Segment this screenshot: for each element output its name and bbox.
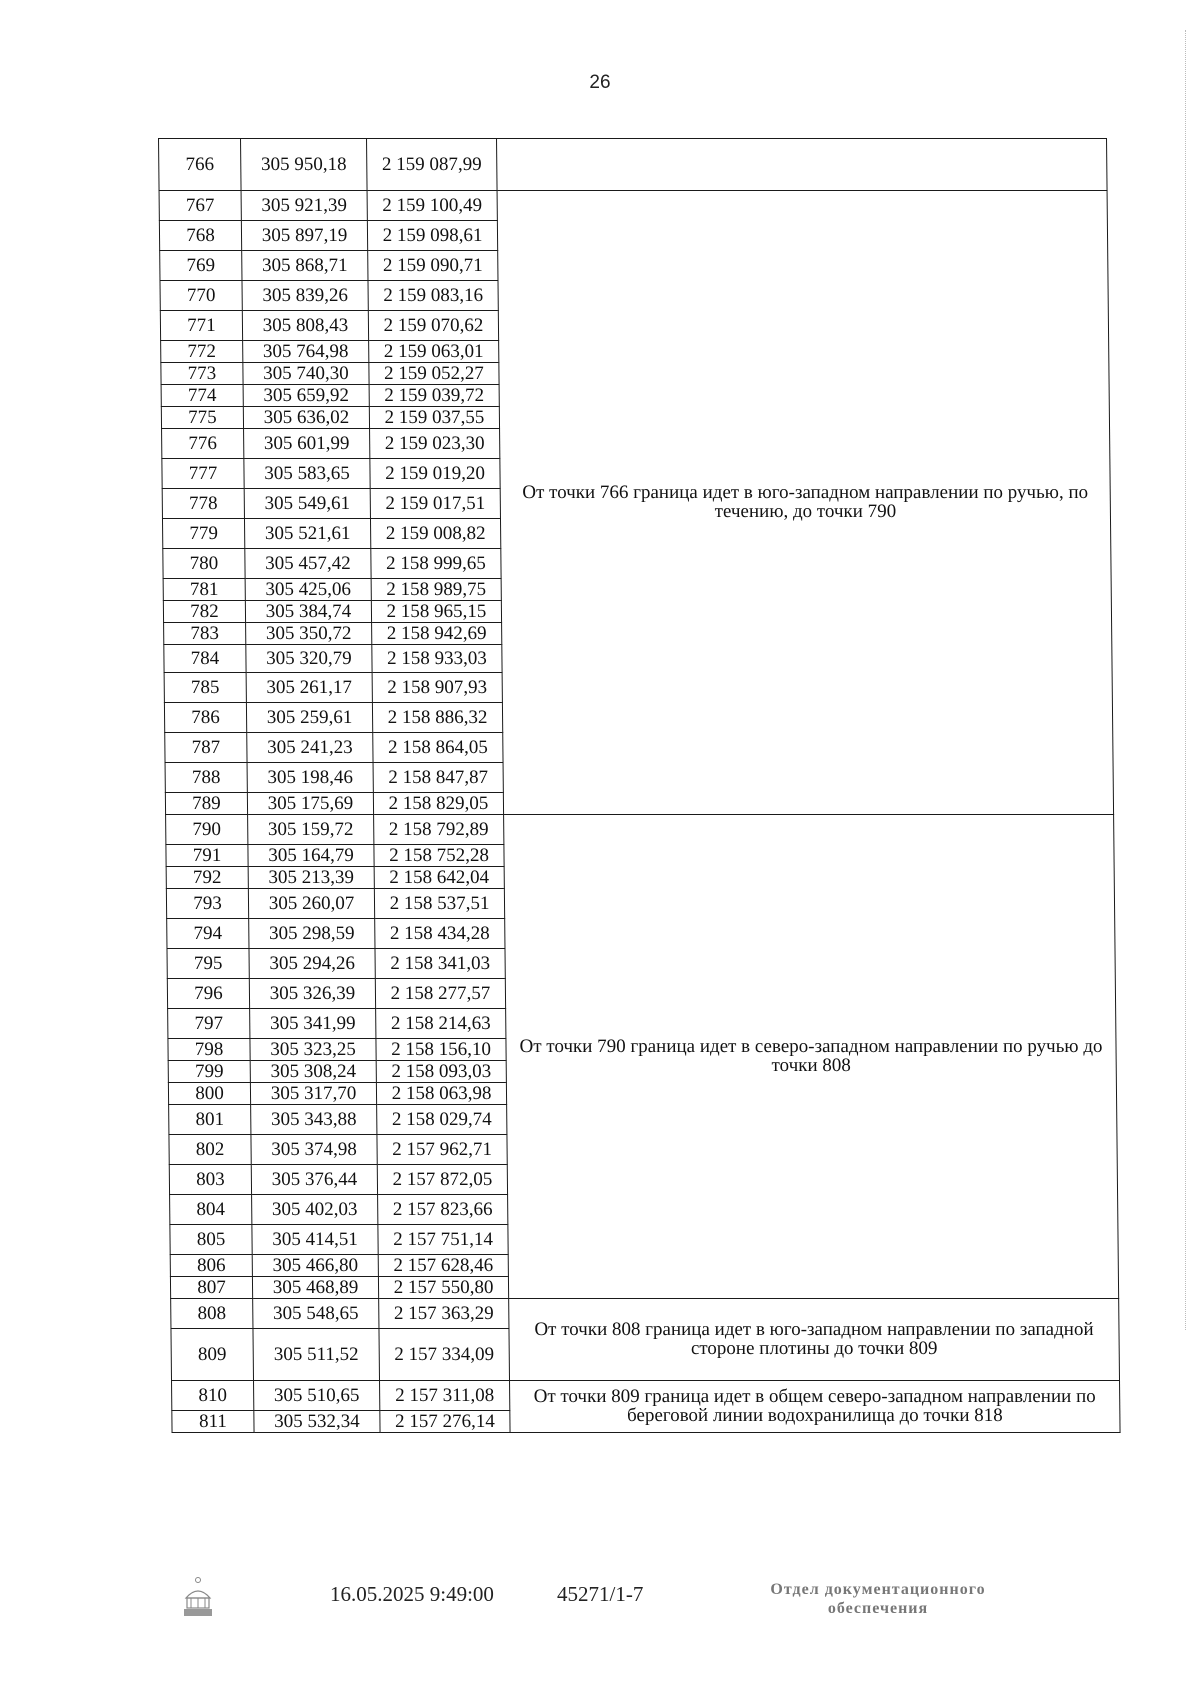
point-number: 785 xyxy=(164,672,246,702)
page-number: 26 xyxy=(589,72,611,93)
scan-edge-marks xyxy=(1185,30,1200,1330)
y-coordinate: 2 158 907,93 xyxy=(372,672,502,702)
table-row xyxy=(166,814,1114,844)
coordinates-table xyxy=(158,138,1121,1433)
x-coordinate: 305 868,71 xyxy=(242,250,368,280)
table-row xyxy=(172,1380,1120,1410)
x-coordinate: 305 376,44 xyxy=(251,1164,377,1194)
y-coordinate: 2 158 029,74 xyxy=(377,1104,507,1134)
point-number: 777 xyxy=(162,458,244,488)
y-coordinate: 2 159 008,82 xyxy=(370,518,500,548)
point-number: 771 xyxy=(160,310,242,340)
y-coordinate: 2 158 999,65 xyxy=(371,548,501,578)
y-coordinate: 2 159 090,71 xyxy=(368,250,498,280)
table-row xyxy=(171,1298,1119,1328)
y-coordinate: 2 159 087,99 xyxy=(367,138,498,190)
boundary-description: От точки 809 граница идет в общем северо-западном направлении по береговой линии водохранилища до точки 818 xyxy=(510,1380,1121,1432)
point-number: 797 xyxy=(168,1008,250,1038)
point-number: 803 xyxy=(169,1164,251,1194)
x-coordinate: 305 213,39 xyxy=(248,866,374,888)
point-number: 795 xyxy=(167,948,249,978)
point-number: 783 xyxy=(164,622,246,644)
y-coordinate: 2 158 093,03 xyxy=(376,1060,506,1082)
x-coordinate: 305 636,02 xyxy=(243,406,369,428)
point-number: 786 xyxy=(164,702,246,732)
x-coordinate: 305 298,59 xyxy=(249,918,375,948)
point-number: 794 xyxy=(167,918,249,948)
x-coordinate: 305 532,34 xyxy=(254,1410,380,1432)
x-coordinate: 305 317,70 xyxy=(250,1082,376,1104)
x-coordinate: 305 384,74 xyxy=(245,600,371,622)
x-coordinate: 305 164,79 xyxy=(248,844,374,866)
y-coordinate: 2 157 628,46 xyxy=(378,1254,508,1276)
y-coordinate: 2 157 550,80 xyxy=(378,1276,508,1298)
y-coordinate: 2 158 156,10 xyxy=(376,1038,506,1060)
x-coordinate: 305 510,65 xyxy=(254,1380,380,1410)
point-number: 805 xyxy=(170,1224,252,1254)
y-coordinate: 2 158 341,03 xyxy=(375,948,505,978)
x-coordinate: 305 425,06 xyxy=(245,578,371,600)
department-stamp xyxy=(728,1580,1028,1618)
x-coordinate: 305 261,17 xyxy=(246,672,372,702)
point-number: 784 xyxy=(164,644,246,672)
footer-datetime: 16.05.2025 9:49:00 xyxy=(330,1582,494,1606)
description-empty-cell xyxy=(497,138,1108,190)
point-number: 793 xyxy=(166,888,248,918)
x-coordinate: 305 326,39 xyxy=(249,978,375,1008)
x-coordinate: 305 341,99 xyxy=(250,1008,376,1038)
point-number: 780 xyxy=(163,548,245,578)
y-coordinate: 2 159 037,55 xyxy=(369,406,499,428)
point-number: 808 xyxy=(171,1298,253,1328)
point-number: 801 xyxy=(169,1104,251,1134)
y-coordinate: 2 159 039,72 xyxy=(369,384,499,406)
stamp-line-1: Отдел документационного xyxy=(770,1581,986,1598)
y-coordinate: 2 157 334,09 xyxy=(379,1328,510,1380)
table-row xyxy=(159,138,1108,190)
x-coordinate: 305 839,26 xyxy=(242,280,368,310)
boundary-description: От точки 790 граница идет в северо-западном направлении по ручью до точки 808 xyxy=(504,814,1119,1298)
footer-document-code: 45271/1-7 xyxy=(557,1582,644,1606)
x-coordinate: 305 159,72 xyxy=(248,814,374,844)
point-number: 775 xyxy=(161,406,243,428)
x-coordinate: 305 921,39 xyxy=(241,190,367,220)
point-number: 776 xyxy=(162,428,244,458)
x-coordinate: 305 175,69 xyxy=(247,792,373,814)
y-coordinate: 2 159 052,27 xyxy=(369,362,499,384)
y-coordinate: 2 157 962,71 xyxy=(377,1134,507,1164)
point-number: 782 xyxy=(163,600,245,622)
point-number: 779 xyxy=(162,518,244,548)
archive-logo-icon xyxy=(178,1576,218,1620)
y-coordinate: 2 158 847,87 xyxy=(373,762,503,792)
point-number: 802 xyxy=(169,1134,251,1164)
y-coordinate: 2 158 063,98 xyxy=(376,1082,506,1104)
boundary-description: От точки 808 граница идет в юго-западном направлении по западной стороне плотины до точки 809 xyxy=(509,1298,1120,1380)
point-number: 798 xyxy=(168,1038,250,1060)
y-coordinate: 2 159 098,61 xyxy=(367,220,497,250)
x-coordinate: 305 950,18 xyxy=(241,138,368,190)
y-coordinate: 2 159 083,16 xyxy=(368,280,498,310)
y-coordinate: 2 158 933,03 xyxy=(372,644,502,672)
point-number: 767 xyxy=(159,190,241,220)
table-row xyxy=(159,190,1107,220)
y-coordinate: 2 159 023,30 xyxy=(370,428,500,458)
point-number: 766 xyxy=(159,138,242,190)
point-number: 792 xyxy=(166,866,248,888)
x-coordinate: 305 374,98 xyxy=(251,1134,377,1164)
point-number: 787 xyxy=(165,732,247,762)
x-coordinate: 305 320,79 xyxy=(246,644,372,672)
y-coordinate: 2 157 872,05 xyxy=(377,1164,507,1194)
x-coordinate: 305 511,52 xyxy=(253,1328,380,1380)
point-number: 799 xyxy=(168,1060,250,1082)
y-coordinate: 2 158 752,28 xyxy=(374,844,504,866)
y-coordinate: 2 158 277,57 xyxy=(375,978,505,1008)
y-coordinate: 2 157 311,08 xyxy=(380,1380,510,1410)
x-coordinate: 305 343,88 xyxy=(251,1104,377,1134)
y-coordinate: 2 158 886,32 xyxy=(372,702,502,732)
x-coordinate: 305 740,30 xyxy=(243,362,369,384)
point-number: 811 xyxy=(172,1410,254,1432)
y-coordinate: 2 159 100,49 xyxy=(367,190,497,220)
x-coordinate: 305 897,19 xyxy=(241,220,367,250)
y-coordinate: 2 158 214,63 xyxy=(376,1008,506,1038)
y-coordinate: 2 158 989,75 xyxy=(371,578,501,600)
point-number: 790 xyxy=(166,814,248,844)
y-coordinate: 2 159 019,20 xyxy=(370,458,500,488)
y-coordinate: 2 157 276,14 xyxy=(380,1410,510,1432)
x-coordinate: 305 457,42 xyxy=(245,548,371,578)
y-coordinate: 2 158 537,51 xyxy=(374,888,504,918)
x-coordinate: 305 764,98 xyxy=(243,340,369,362)
y-coordinate: 2 159 017,51 xyxy=(370,488,500,518)
x-coordinate: 305 548,65 xyxy=(253,1298,379,1328)
point-number: 809 xyxy=(171,1328,254,1380)
y-coordinate: 2 158 792,89 xyxy=(374,814,504,844)
point-number: 788 xyxy=(165,762,247,792)
y-coordinate: 2 157 823,66 xyxy=(378,1194,508,1224)
point-number: 770 xyxy=(160,280,242,310)
y-coordinate: 2 159 063,01 xyxy=(369,340,499,362)
x-coordinate: 305 468,89 xyxy=(252,1276,378,1298)
x-coordinate: 305 350,72 xyxy=(246,622,372,644)
point-number: 768 xyxy=(159,220,241,250)
boundary-description: От точки 766 граница идет в юго-западном направлении по ручью, по течению, до точки 790 xyxy=(497,190,1114,814)
point-number: 807 xyxy=(170,1276,252,1298)
x-coordinate: 305 198,46 xyxy=(247,762,373,792)
stamp-line-2: обеспечения xyxy=(827,1600,929,1617)
point-number: 769 xyxy=(160,250,242,280)
x-coordinate: 305 521,61 xyxy=(244,518,370,548)
point-number: 800 xyxy=(168,1082,250,1104)
y-coordinate: 2 158 864,05 xyxy=(373,732,503,762)
x-coordinate: 305 659,92 xyxy=(243,384,369,406)
y-coordinate: 2 158 942,69 xyxy=(372,622,502,644)
point-number: 778 xyxy=(162,488,244,518)
y-coordinate: 2 157 751,14 xyxy=(378,1224,508,1254)
x-coordinate: 305 583,65 xyxy=(244,458,370,488)
y-coordinate: 2 157 363,29 xyxy=(379,1298,509,1328)
point-number: 774 xyxy=(161,384,243,406)
x-coordinate: 305 808,43 xyxy=(242,310,368,340)
x-coordinate: 305 414,51 xyxy=(252,1224,378,1254)
point-number: 810 xyxy=(172,1380,254,1410)
y-coordinate: 2 158 642,04 xyxy=(374,866,504,888)
x-coordinate: 305 241,23 xyxy=(247,732,373,762)
point-number: 789 xyxy=(165,792,247,814)
point-number: 773 xyxy=(161,362,243,384)
y-coordinate: 2 158 829,05 xyxy=(373,792,503,814)
x-coordinate: 305 402,03 xyxy=(252,1194,378,1224)
x-coordinate: 305 260,07 xyxy=(248,888,374,918)
point-number: 781 xyxy=(163,578,245,600)
y-coordinate: 2 158 965,15 xyxy=(371,600,501,622)
y-coordinate: 2 158 434,28 xyxy=(375,918,505,948)
point-number: 806 xyxy=(170,1254,252,1276)
x-coordinate: 305 259,61 xyxy=(246,702,372,732)
point-number: 804 xyxy=(170,1194,252,1224)
x-coordinate: 305 308,24 xyxy=(250,1060,376,1082)
x-coordinate: 305 323,25 xyxy=(250,1038,376,1060)
x-coordinate: 305 549,61 xyxy=(244,488,370,518)
x-coordinate: 305 601,99 xyxy=(244,428,370,458)
point-number: 796 xyxy=(167,978,249,1008)
x-coordinate: 305 294,26 xyxy=(249,948,375,978)
x-coordinate: 305 466,80 xyxy=(252,1254,378,1276)
point-number: 791 xyxy=(166,844,248,866)
point-number: 772 xyxy=(161,340,243,362)
y-coordinate: 2 159 070,62 xyxy=(368,310,498,340)
